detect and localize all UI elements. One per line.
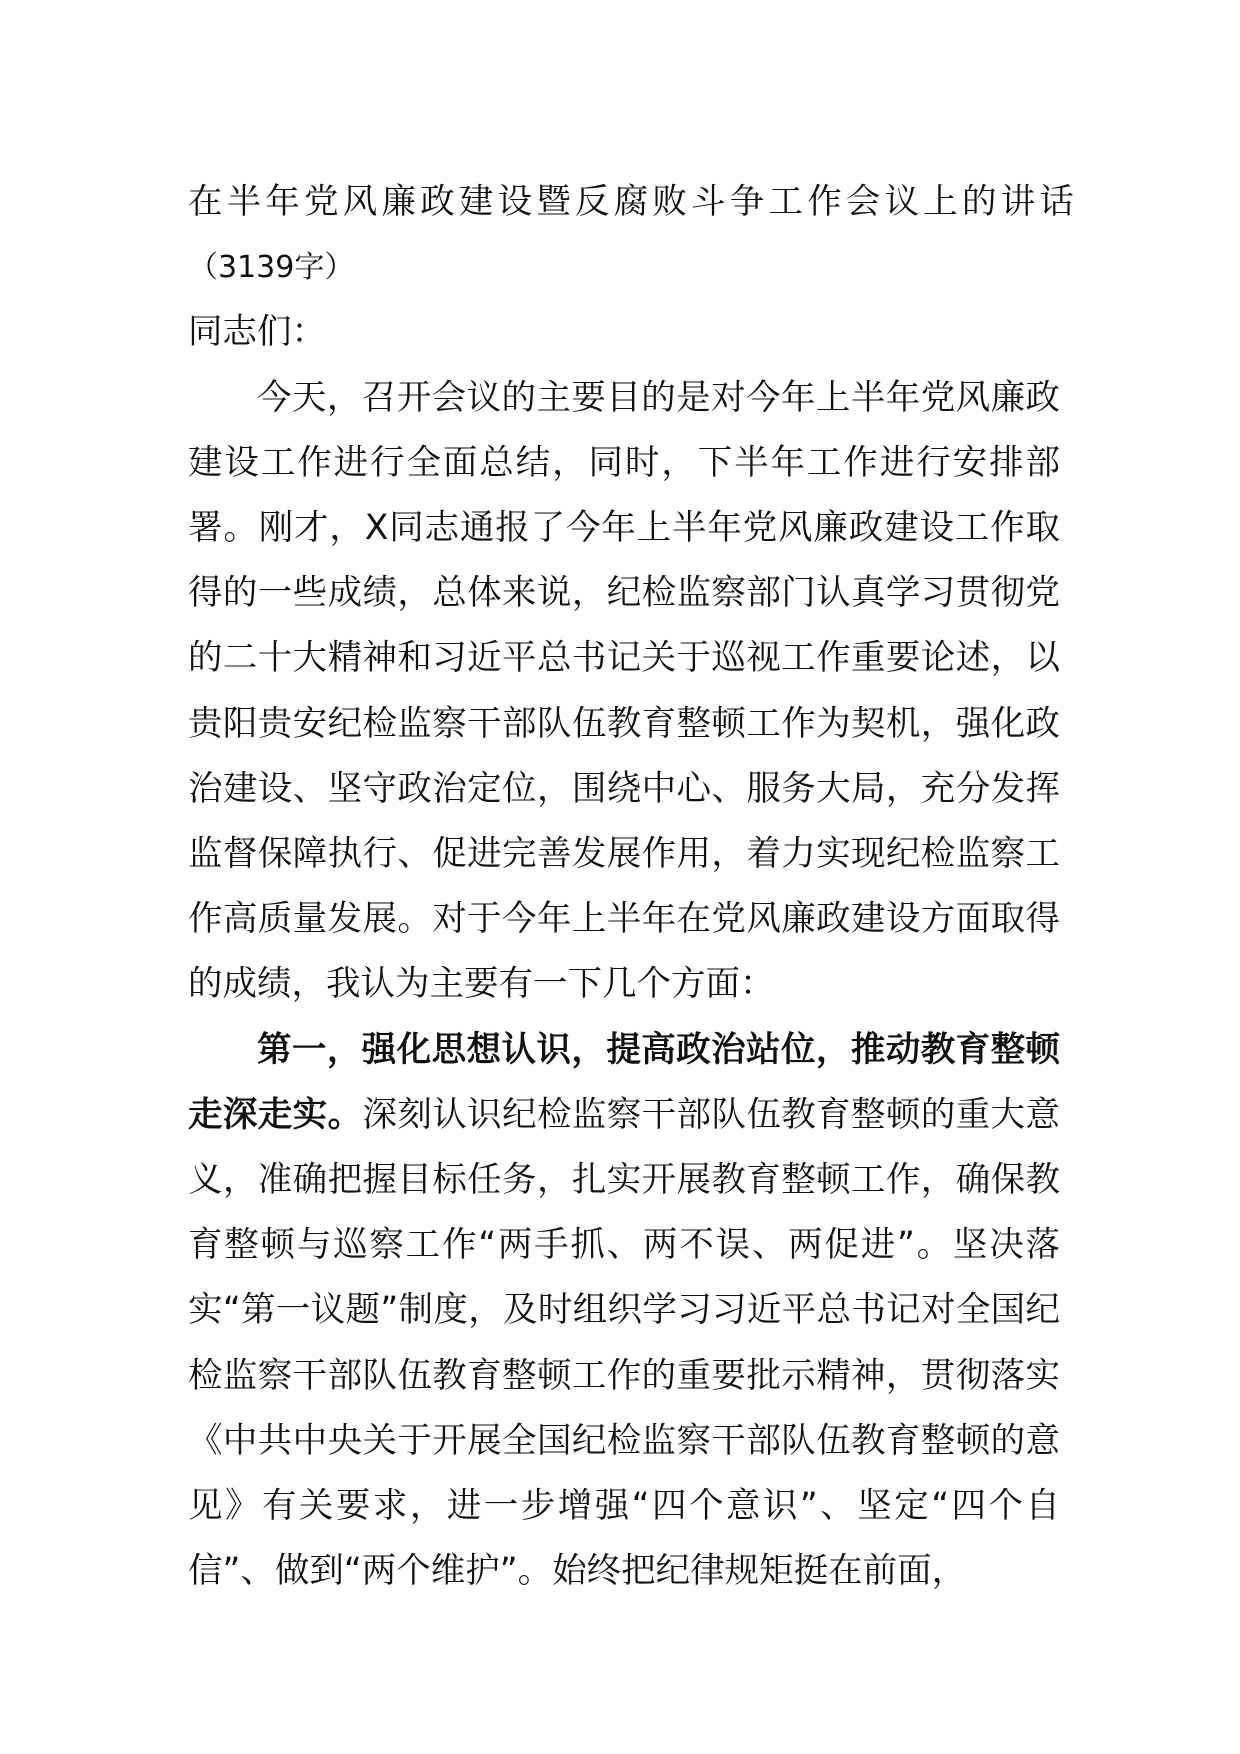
document-body bbox=[188, 170, 1079, 1604]
first-point-heading: 第一，强化思想认识，提高政治站位，推动教育整顿走深走实。 bbox=[188, 1029, 1060, 1135]
document-title: 在半年党风廉政建设暨反腐败斗争工作会议上的讲话 bbox=[188, 182, 1079, 222]
paragraph-first-point bbox=[188, 1018, 1060, 1605]
salutation: 同志们： bbox=[188, 312, 326, 353]
first-point-body: 深刻认识纪检监察干部队伍教育整顿的重大意义，准确把握目标任务，扎实开展教育整顿工作，确保教育整顿与巡察工作“两手抓、两不误、两促进”。坚决落实“第一议题”制度，及时组织学习习近平总书记对全国纪检监察干部队伍教育整顿工作的重要批示精神，贯彻落实《中共中央关于开展全国纪检监察干部队伍教育整顿的意见》有关要求，进一步增强“四个意识”、坚定“四个自信”、做到“两个维护”。始终把纪律规矩挺在前面， bbox=[188, 1094, 1061, 1592]
paragraph-intro: 今天，召开会议的主要目的是对今年上半年党风廉政建设工作进行全面总结，同时，下半年工作进行安排部署。刚才，X同志通报了今年上半年党风廉政建设工作取得的一些成绩，总体来说，纪检监察部门认真学习贯彻党的二十大精神和习近平总书记关于巡视工作重要论述，以贵阳贵安纪检监察干部队伍教育整顿工作为契机，强化政治建设、坚守政治定位，围绕中心、服务大局，充分发挥监督保障执行、促进完善发展作用，着力实现纪检监察工作高质量发展。对于今年上半年在党风廉政建设方面取得的成绩，我认为主要有一下几个方面： bbox=[188, 377, 1060, 1005]
word-count: （3139字） bbox=[188, 250, 355, 286]
